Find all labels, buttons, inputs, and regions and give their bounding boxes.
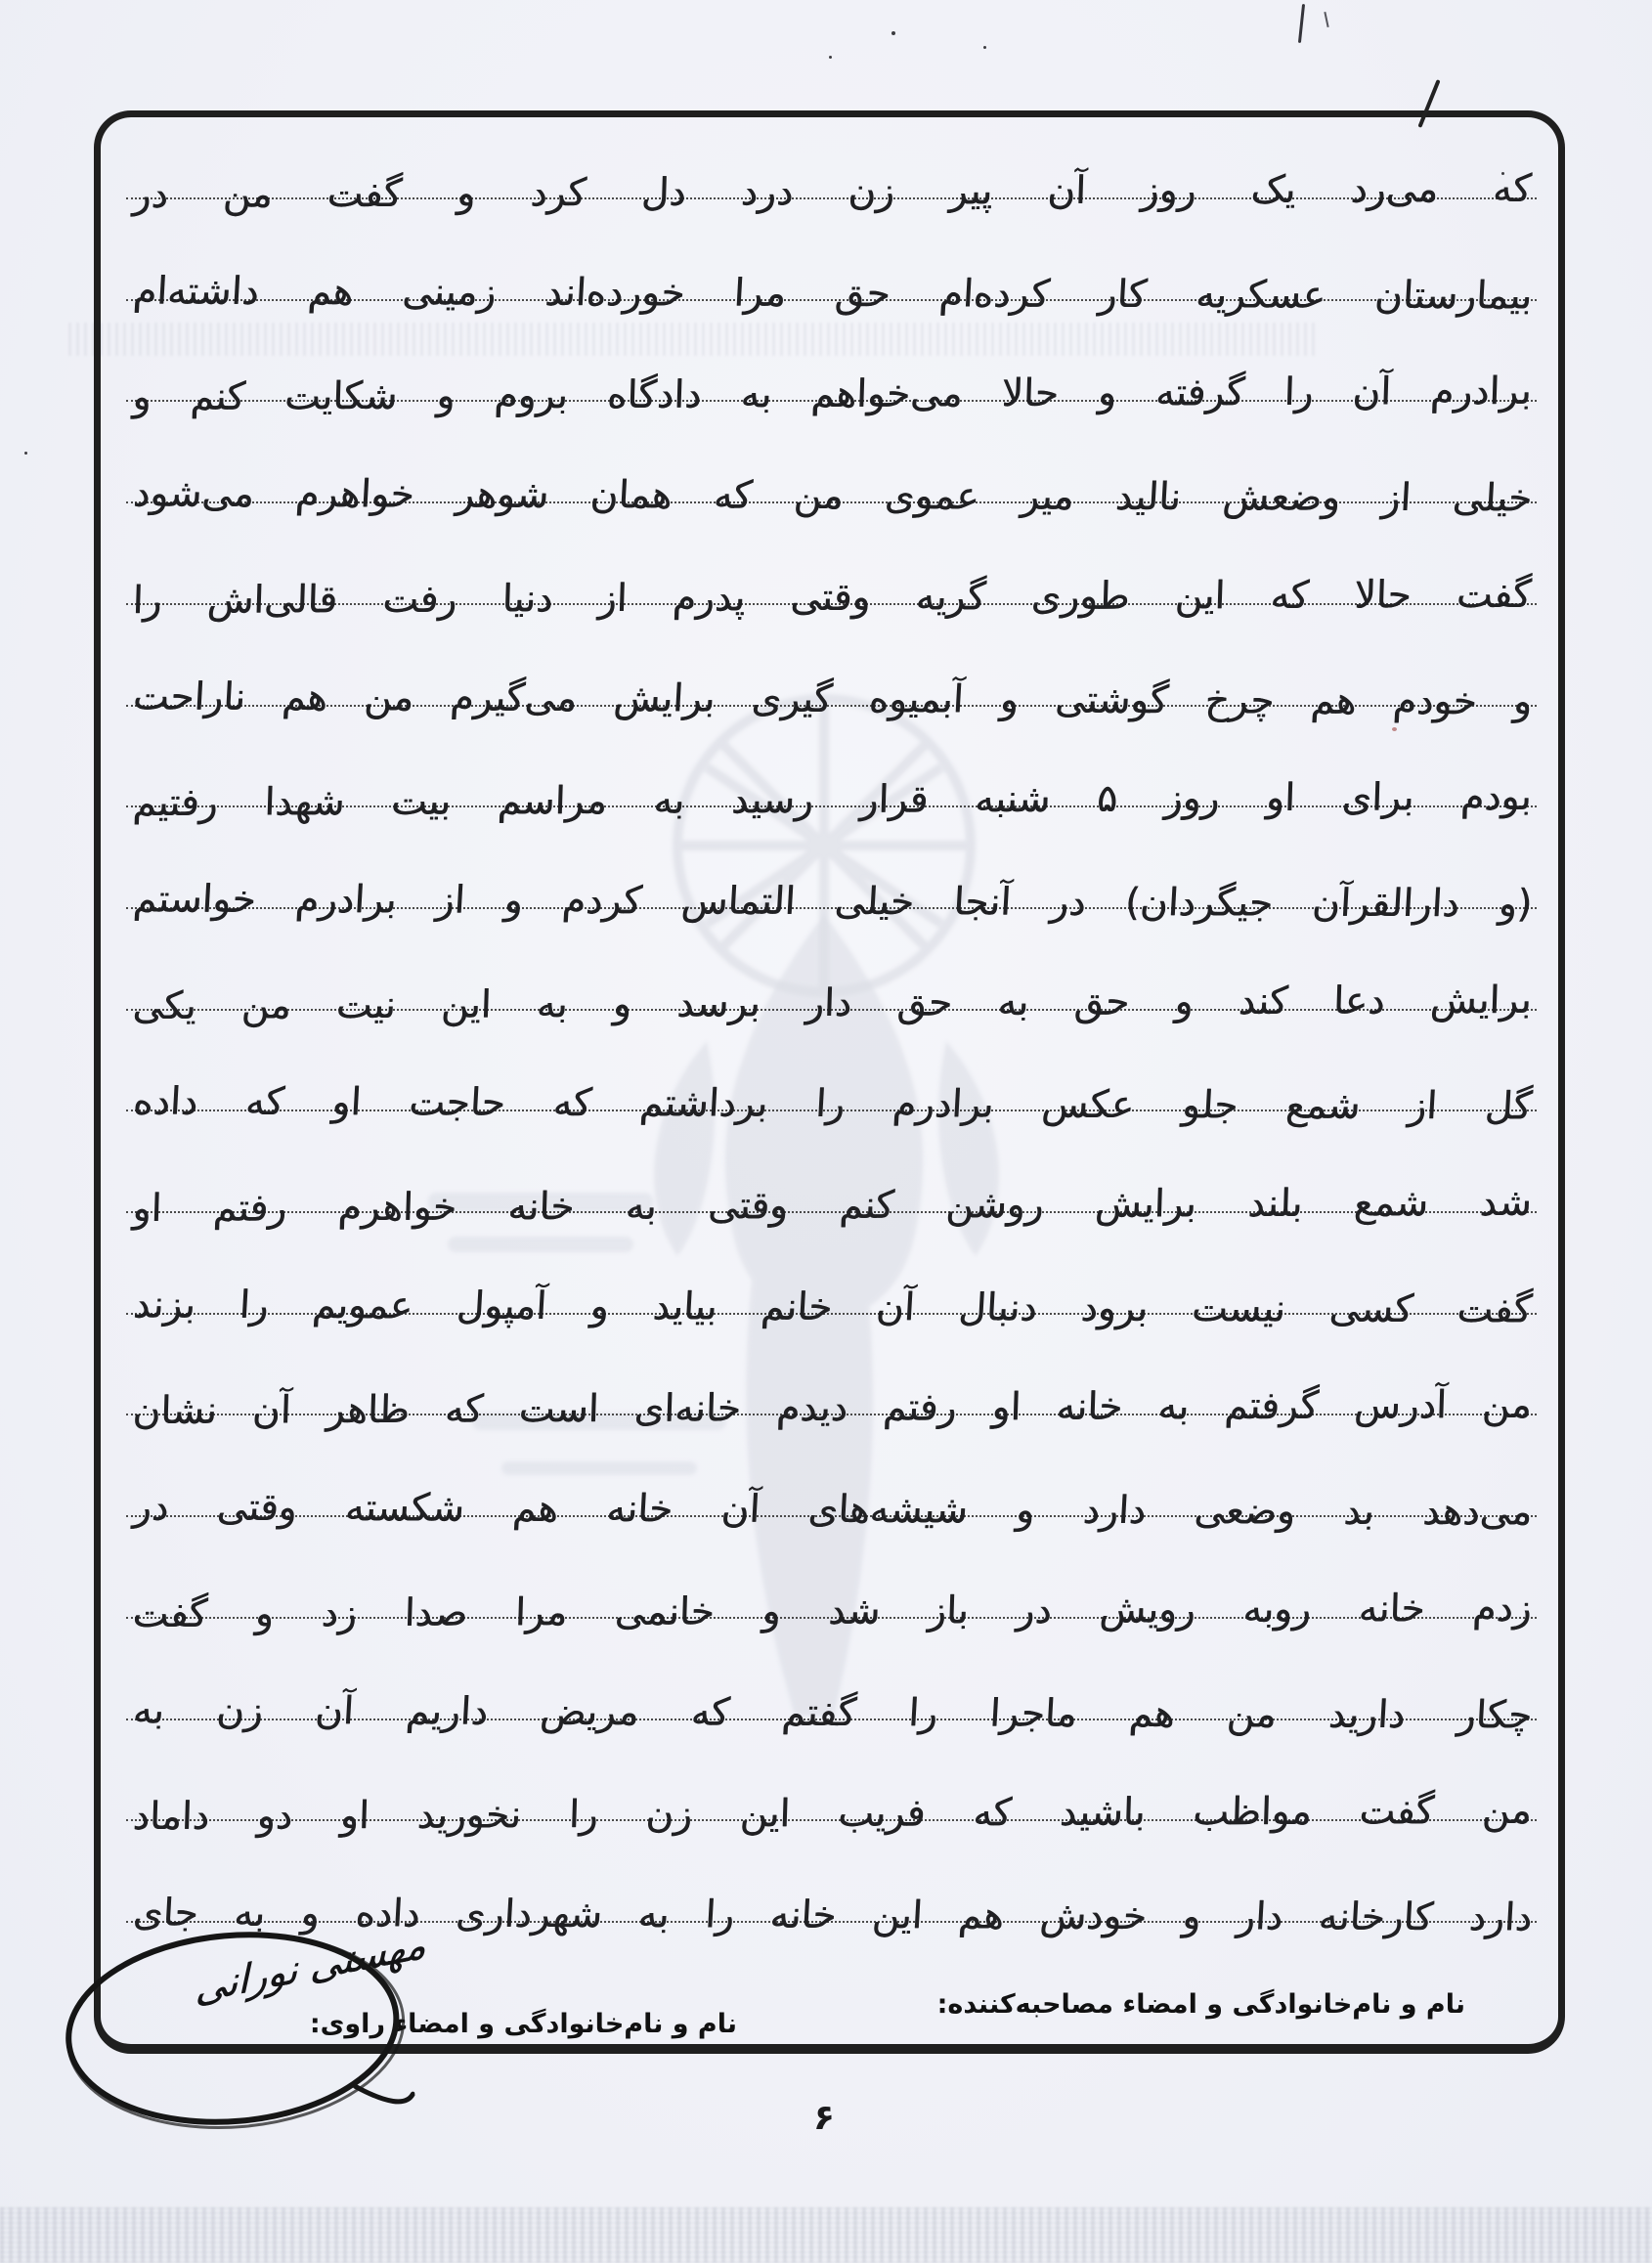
ruled-dotted-line <box>126 1743 1537 1840</box>
ruled-dotted-line <box>126 1439 1537 1535</box>
handwritten-line: بودم برای او روز ۵ شنبه قرار رسید به مراسم بیت شهدا رفتیم <box>131 775 1533 826</box>
ruled-dotted-line <box>126 1033 1537 1129</box>
document-frame <box>94 110 1565 2054</box>
handwritten-line: که می‌رد یک روز آن پیر زن درد دل کرد و گفت من در <box>131 166 1533 218</box>
handwritten-line: و خودم هم چرخ گوشتی و آبمیوه گیری برایش می‌گیرم من هم ناراحت <box>131 675 1534 724</box>
signature-circle-stroke <box>48 1911 416 2152</box>
page-number: ۶ <box>813 2098 835 2138</box>
handwritten-line: گل از شمع جلو عکس برادرم را برداشتم که حاجت او که داده <box>131 1079 1534 1129</box>
ruled-dotted-line <box>126 324 1537 420</box>
ruled-dotted-line <box>126 1337 1537 1434</box>
handwritten-line: من گفت مواظب باشید که فریب این زن را نخورید او دو داماد <box>131 1789 1533 1840</box>
stray-pen-mark <box>1324 12 1328 27</box>
ruled-dotted-line <box>126 933 1537 1028</box>
handwritten-line: من آدرس گرفتم به خانه او رفتم دیدم خانه‌ای است که ظاهر آن نشان <box>131 1383 1533 1434</box>
handwritten-line: بیمارستان عسکریه کار کرده‌ام حق مرا خورده‌اند زمینی هم داشته‌ام <box>131 269 1534 319</box>
ruled-dotted-line <box>126 1541 1537 1636</box>
scan-speck <box>24 452 27 455</box>
handwritten-line: دارد کارخانه دار و خودش هم این خانه را به شهرداری داده و به جای <box>131 1891 1534 1940</box>
handwritten-line: برایش دعا کند و حق به حق دار برسد و به این نیت من یکی <box>131 978 1533 1028</box>
ruled-dotted-line <box>126 729 1537 826</box>
handwritten-line: شد شمع بلند برایش روشن کنم وقتی به خانه خواهرم رفتم او <box>131 1180 1533 1232</box>
ruled-dotted-line <box>126 121 1537 218</box>
scan-speck <box>983 46 986 49</box>
handwritten-line: چکار دارید من هم ماجرا را گفتم که مریض داریم آن زن به <box>131 1688 1534 1738</box>
handwritten-line: برادرم آن را گرفته و حالا می‌خواهم به دادگاه بروم و شکایت کنم و <box>131 370 1533 420</box>
ruled-dotted-line <box>126 1642 1537 1738</box>
stray-pen-mark <box>1298 4 1305 43</box>
handwritten-line: می‌دهد بد وضعی دارد و شیشه‌های آن خانه هم شکسته وقتی در <box>131 1485 1534 1535</box>
ruled-dotted-line <box>126 1135 1537 1232</box>
narrator-signature: مهستی نورانی <box>194 1922 426 2013</box>
handwritten-line: زدم خانه روبه رویش در باز شد و خانمی مرا صدا زد و گفت <box>131 1586 1533 1636</box>
scan-artifact-band <box>0 2207 1652 2263</box>
ruled-dotted-line <box>126 425 1537 521</box>
scan-speck <box>891 31 895 35</box>
ruled-dotted-line <box>126 223 1537 319</box>
scan-speck <box>829 56 832 59</box>
narrator-name-signature-label: نام و نام‌خانوادگی و امضاء راوی: <box>309 2009 737 2039</box>
handwritten-line: گفت کسی نیست برود دنبال آن خانم بیاید و آمپول عمویم را بزند <box>131 1283 1534 1332</box>
ruled-dotted-line <box>126 527 1537 623</box>
handwritten-line: گفت حالا که این طوری گریه وقتی پدرم از دنیا رفت قالی‌اش را <box>131 572 1533 623</box>
handwritten-line: خیلی از وضعش نالید میر عموی من که همان شوهر خواهرم می‌شود <box>131 471 1534 521</box>
interviewer-name-signature-label: نام و نام‌خانوادگی و امضاء مصاحبه‌کننده: <box>936 1989 1465 2020</box>
ruled-dotted-line <box>126 1845 1537 1940</box>
handwritten-line: (و دارالقرآن جیگردان) در آنجا خیلی التماس کردم و از برادرم خواستم <box>131 877 1534 927</box>
ruled-dotted-line <box>126 1237 1537 1332</box>
ruled-dotted-line <box>126 831 1537 927</box>
ruled-dotted-line <box>126 629 1537 724</box>
